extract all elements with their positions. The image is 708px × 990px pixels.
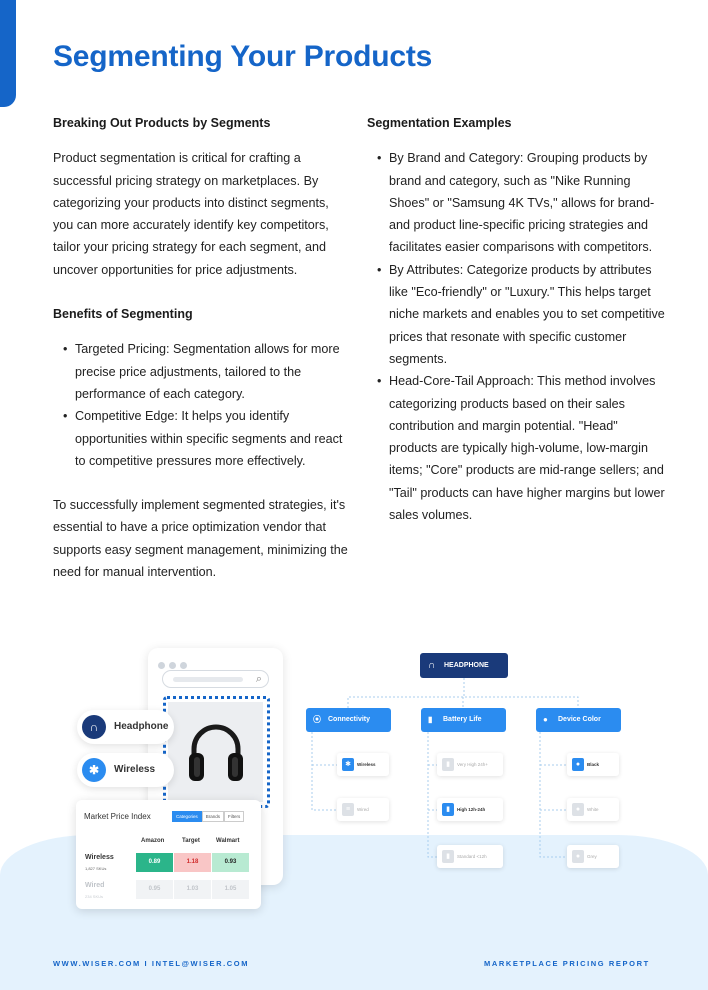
- row-sub-wireless: 1,827 SKUs: [85, 866, 107, 871]
- product-image: [168, 702, 263, 802]
- col-header-target: Target: [182, 838, 200, 844]
- leaf-very-high: ▮ Very High 24h+: [437, 753, 503, 776]
- battery-icon: ▮: [442, 803, 454, 816]
- row-sub-wired: 234 SKUs: [85, 894, 104, 899]
- leaf-wired: ≡ Wired: [337, 798, 389, 821]
- signal-icon: ⦿: [313, 715, 321, 724]
- search-bar: [162, 670, 269, 688]
- tab-categories: Categories: [172, 811, 202, 822]
- mpi-title: Market Price Index: [84, 812, 151, 821]
- bluetooth-icon: ✱: [342, 758, 354, 771]
- palette-icon: ●: [543, 715, 548, 724]
- example-item: • Head-Core-Tail Approach: This method involves categorizing products based on their sales contribution and margin potential. "Head" products are typically high-volume, low-margin items; "Core" products are mid-range sellers; and "Tail" products can have higher margins but lower sales volumes.: [367, 370, 667, 526]
- palette-icon: ●: [572, 850, 584, 863]
- search-icon: ⌕: [255, 673, 262, 685]
- section-heading-examples: Segmentation Examples: [367, 116, 512, 130]
- closing-paragraph: To successfully implement segmented strategies, it's essential to have a price optimization vendor that supports easy segment management, minimizing the need for manual intervention.: [53, 498, 348, 580]
- headphone-icon: ∩: [428, 660, 436, 671]
- intro-paragraph: Product segmentation is critical for crafting a successful pricing strategy on marketplaces. By categorizing your products into distinct segments, you can more accurately identify key competitors, tailor your pricing strategy for each segment, and uncover opportunities for price adjustments.: [53, 151, 329, 277]
- examples-list: [367, 147, 667, 526]
- category-connectivity: ⦿ Connectivity: [306, 708, 391, 732]
- tab-brands: Brands: [202, 811, 224, 822]
- leaf-high: ▮ High 12h-24h: [437, 798, 503, 821]
- leaf-standard: ▮ Standard <12h: [437, 845, 503, 868]
- leaf-white: ● White: [567, 798, 619, 821]
- section-heading-breaking-out: Breaking Out Products by Segments: [53, 116, 271, 130]
- example-item: • By Attributes: Categorize products by attributes like "Eco-friendly" or "Luxury." This helps target niche markets and enables you to set competitive prices that resonate with specific customer segments.: [367, 259, 667, 370]
- category-battery-life: ▮ Battery Life: [421, 708, 506, 732]
- col-header-walmart: Walmart: [216, 838, 240, 844]
- right-column: [367, 112, 667, 548]
- row-label-wired: Wired: [85, 882, 105, 889]
- cell-wireless-amazon: 0.89: [136, 853, 173, 872]
- bluetooth-icon: ✱: [82, 758, 106, 782]
- mpi-tabs: [172, 811, 244, 822]
- page-title: Segmenting Your Products: [53, 40, 433, 73]
- section-heading-benefits: Benefits of Segmenting: [53, 307, 193, 322]
- battery-icon: ▮: [428, 715, 433, 724]
- footer-contact: WWW.WISER.COM I INTEL@WISER.COM: [53, 959, 250, 968]
- palette-icon: ●: [572, 803, 584, 816]
- wireless-pill: ✱ Wireless: [77, 753, 174, 787]
- cell-wireless-walmart: 0.93: [212, 853, 249, 872]
- benefit-item: • Targeted Pricing: Segmentation allows for more precise price adjustments, tailored to the performance of each category.: [53, 338, 348, 405]
- headphones-icon: [186, 719, 246, 785]
- footer-report-name: MARKETPLACE PRICING REPORT: [484, 959, 650, 968]
- battery-icon: ▮: [442, 758, 454, 771]
- left-column: [53, 112, 348, 605]
- cell-wired-walmart: 1.05: [212, 880, 249, 899]
- left-accent-bar: [0, 0, 16, 107]
- cell-wired-target: 1.03: [174, 880, 211, 899]
- benefits-list: [53, 338, 348, 472]
- cell-wireless-target: 1.18: [174, 853, 211, 872]
- category-device-color: ● Device Color: [536, 708, 621, 732]
- headphone-icon: ∩: [82, 715, 106, 739]
- row-label-wireless: Wireless: [85, 854, 114, 861]
- headphone-pill: ∩ Headphone: [77, 710, 174, 744]
- tree-root-headphone: ∩ HEADPHONE: [420, 653, 508, 678]
- palette-icon: ●: [572, 758, 584, 771]
- market-price-index-card: [76, 800, 261, 909]
- tab-filters: Filters: [224, 811, 244, 822]
- col-header-amazon: Amazon: [141, 838, 165, 844]
- leaf-black: ● Black: [567, 753, 619, 776]
- cell-wired-amazon: 0.95: [136, 880, 173, 899]
- cable-icon: ≡: [342, 803, 354, 816]
- leaf-wireless: ✱ Wireless: [337, 753, 389, 776]
- leaf-grey: ● Grey: [567, 845, 619, 868]
- battery-icon: ▮: [442, 850, 454, 863]
- example-item: • By Brand and Category: Grouping products by brand and category, such as "Nike Running Shoes" or "Samsung 4K TVs," allows for brand- and product line-specific pricing strategies and facilitates easier comparisons with competitors.: [367, 147, 667, 258]
- benefit-item: • Competitive Edge: It helps you identify opportunities within specific segments and react to competitive pressures more effectively.: [53, 405, 348, 472]
